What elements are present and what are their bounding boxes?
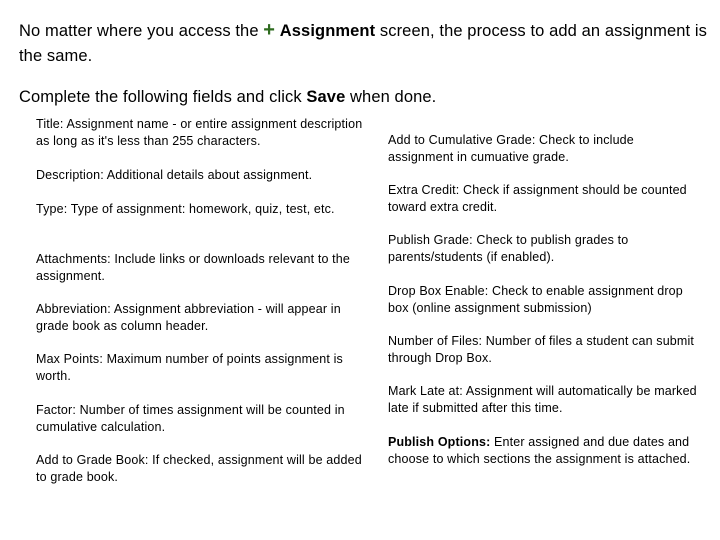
field-desc: : Assignment will automatically be marked late if submitted after this time. xyxy=(388,384,697,415)
field-desc: : Number of times assignment will be counted in cumulative calculation. xyxy=(36,403,345,434)
intro-paragraph xyxy=(19,18,709,69)
field-type xyxy=(36,201,366,218)
instruction-text-after: when done. xyxy=(350,88,437,106)
field-desc: : Assignment name - or entire assignment description as long as it's less than 255 characters. xyxy=(36,117,363,148)
field-abbreviation xyxy=(36,301,366,335)
field-term: Attachments xyxy=(36,252,108,266)
field-desc: : Number of files a student can submit through Drop Box. xyxy=(388,334,695,365)
field-description xyxy=(36,167,366,184)
field-term: Factor xyxy=(36,403,73,417)
field-desc: : If checked, assignment will be added to grade book. xyxy=(36,453,362,484)
field-desc: : Check if assignment should be counted toward extra credit. xyxy=(388,183,687,214)
field-term: Add to Grade Book xyxy=(36,453,145,467)
field-desc: Enter assigned and due dates and choose to which sections the assignment is attached. xyxy=(388,435,691,466)
field-term: Publish Grade xyxy=(388,233,470,247)
field-term: Max Points xyxy=(36,352,100,366)
field-extra-credit xyxy=(388,182,698,216)
field-number-of-files xyxy=(388,333,698,367)
field-attachments xyxy=(36,251,366,285)
field-term: Drop Box Enable xyxy=(388,284,485,298)
field-publish-options xyxy=(388,434,698,468)
field-term: Add to Cumulative Grade xyxy=(388,133,532,147)
field-term: Description xyxy=(36,168,101,182)
field-desc: : Maximum number of points assignment is worth. xyxy=(36,352,343,383)
field-max-points xyxy=(36,351,366,385)
field-desc: : Additional details about assignment. xyxy=(100,168,313,182)
field-term: Mark Late at xyxy=(388,384,460,398)
field-drop-box-enable xyxy=(388,283,698,317)
intro-text-before: No matter where you access the xyxy=(19,22,259,40)
field-term: Abbreviation xyxy=(36,302,108,316)
instruction-text-before: Complete the following fields and click xyxy=(19,88,302,106)
field-desc: : Include links or downloads relevant to the assignment. xyxy=(36,252,350,283)
field-term: Publish Options: xyxy=(388,435,491,449)
field-desc: : Type of assignment: homework, quiz, test, etc. xyxy=(63,202,335,216)
intro-assignment-label: Assignment xyxy=(279,22,376,40)
field-term: Title xyxy=(36,117,60,131)
field-publish-grade xyxy=(388,232,698,266)
field-mark-late-at xyxy=(388,383,698,417)
field-desc: : Assignment abbreviation - will appear in grade book as column header. xyxy=(36,302,341,333)
instruction-save-label: Save xyxy=(306,88,346,106)
field-desc: : Check to publish grades to parents/students (if enabled). xyxy=(388,233,629,264)
field-term: Number of Files xyxy=(388,334,479,348)
instruction-paragraph xyxy=(19,85,709,110)
plus-icon: + xyxy=(263,19,276,41)
field-add-to-grade-book xyxy=(36,452,366,486)
field-factor xyxy=(36,402,366,436)
field-title xyxy=(36,116,366,150)
intro-text-after: screen, the process to add an assignment is the same. xyxy=(19,22,708,65)
field-term: Type xyxy=(36,202,64,216)
field-add-to-cumulative-grade xyxy=(388,132,698,166)
field-desc: : Check to enable assignment drop box (online assignment submission) xyxy=(388,284,683,315)
field-desc: : Check to include assignment in cumuative grade. xyxy=(388,133,634,164)
field-term: Extra Credit xyxy=(388,183,456,197)
